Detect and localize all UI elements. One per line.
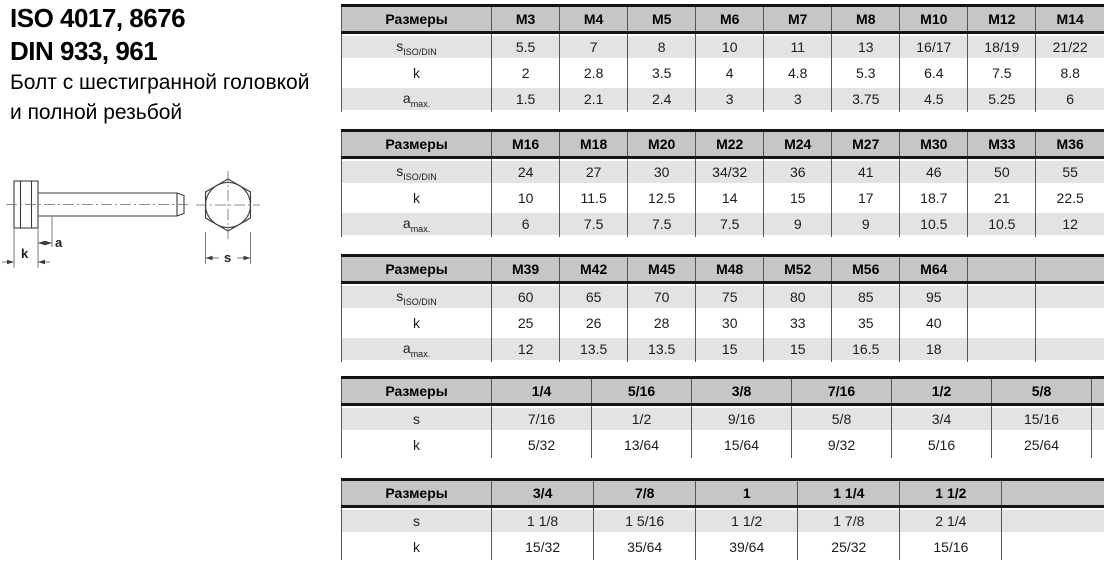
value-cell: 41 — [832, 158, 900, 186]
row-label-subscript: max. — [410, 98, 431, 109]
value-cell: 21/22 — [1036, 33, 1104, 61]
value-cell: 4.8 — [764, 60, 832, 86]
value-cell: 6.4 — [900, 60, 968, 86]
description-line-2: и полной резьбой — [10, 101, 183, 124]
value-cell: 65 — [560, 283, 628, 311]
value-cell: 13.5 — [560, 336, 628, 362]
size-column-header: M4 — [560, 6, 628, 33]
row-label — [342, 336, 492, 362]
row-label-subscript: max. — [410, 223, 431, 234]
value-cell: 2 1/4 — [900, 507, 1002, 535]
value-cell: 2.8 — [560, 60, 628, 86]
row-label — [342, 211, 492, 237]
table-row — [342, 336, 1104, 362]
value-cell: 18/19 — [968, 33, 1036, 61]
size-column-header: M39 — [492, 256, 560, 283]
dimension-table-inch-threequarters-to-oneandhalf — [341, 478, 1104, 560]
value-cell: 15/16 — [992, 405, 1092, 433]
value-cell: 9 — [764, 211, 832, 237]
table-row — [342, 86, 1104, 112]
table-row — [342, 507, 1104, 535]
value-cell: 11 — [764, 33, 832, 61]
value-cell: 22.5 — [1036, 185, 1104, 211]
value-cell: 1 1/2 — [696, 507, 798, 535]
size-column-header: M48 — [696, 256, 764, 283]
dimension-table-metric-m39-m64 — [341, 254, 1104, 362]
value-cell: 35/64 — [594, 534, 696, 560]
value-cell: 80 — [764, 283, 832, 311]
row-label-symbol: k — [413, 315, 421, 331]
value-cell: 1 1/8 — [492, 507, 594, 535]
value-cell: 55 — [1036, 158, 1104, 186]
value-cell: 1 5/16 — [594, 507, 696, 535]
value-cell: 16/17 — [900, 33, 968, 61]
value-cell: 15 — [764, 185, 832, 211]
standard-iso-title: ISO 4017, 8676 — [10, 3, 186, 33]
value-cell — [1036, 336, 1104, 362]
value-cell: 6 — [492, 211, 560, 237]
size-column-header: M30 — [900, 131, 968, 158]
row-label — [342, 158, 492, 186]
value-cell: 10 — [492, 185, 560, 211]
row-label — [342, 310, 492, 336]
value-cell: 5.25 — [968, 86, 1036, 112]
value-cell: 12 — [492, 336, 560, 362]
value-cell: 1.5 — [492, 86, 560, 112]
value-cell: 95 — [900, 283, 968, 311]
table-header-row — [342, 480, 1104, 507]
value-cell — [968, 310, 1036, 336]
value-cell: 14 — [696, 185, 764, 211]
size-column-header: 1 1/2 — [900, 480, 1002, 507]
size-column-header: 1 1/4 — [798, 480, 900, 507]
value-cell: 13/64 — [592, 432, 692, 458]
row-label-symbol: s — [413, 513, 421, 529]
value-cell: 4.5 — [900, 86, 968, 112]
row-label-subscript: ISO/DIN — [403, 46, 437, 57]
value-cell: 7/16 — [492, 405, 592, 433]
value-cell: 15/64 — [692, 432, 792, 458]
size-column-header: 7/8 — [594, 480, 696, 507]
value-cell: 2.1 — [560, 86, 628, 112]
size-column-header: M45 — [628, 256, 696, 283]
value-cell: 17 — [832, 185, 900, 211]
value-cell: 15 — [764, 336, 832, 362]
value-cell: 7.5 — [628, 211, 696, 237]
size-column-header: 3/4 — [492, 480, 594, 507]
value-cell: 3.5 — [628, 60, 696, 86]
value-cell: 10.5 — [968, 211, 1036, 237]
size-column-header: M42 — [560, 256, 628, 283]
value-cell: 7.5 — [560, 211, 628, 237]
size-column-header: 1/2 — [892, 378, 992, 405]
row-label-symbol: a — [402, 339, 411, 356]
size-column-header: M22 — [696, 131, 764, 158]
size-column-header: M16 — [492, 131, 560, 158]
value-cell: 5/8 — [792, 405, 892, 433]
size-column-header: 1 — [696, 480, 798, 507]
row-label — [342, 60, 492, 86]
size-column-header: M6 — [696, 6, 764, 33]
table-header-label: Размеры — [342, 6, 492, 33]
value-cell: 70 — [628, 283, 696, 311]
value-cell: 24 — [492, 158, 560, 186]
value-cell: 26 — [560, 310, 628, 336]
value-cell: 10.5 — [900, 211, 968, 237]
value-cell: 12.5 — [628, 185, 696, 211]
size-column-header: M56 — [832, 256, 900, 283]
value-cell — [1092, 405, 1104, 433]
size-column-header: M7 — [764, 6, 832, 33]
row-label-symbol: k — [413, 190, 421, 206]
size-column-header: 1/4 — [492, 378, 592, 405]
bolt-technical-drawing — [0, 158, 290, 308]
value-cell — [1002, 507, 1104, 535]
size-column-header — [1036, 256, 1104, 283]
value-cell: 25/32 — [798, 534, 900, 560]
row-label-subscript: ISO/DIN — [403, 296, 437, 307]
value-cell: 30 — [628, 158, 696, 186]
value-cell: 7.5 — [968, 60, 1036, 86]
row-label — [342, 283, 492, 311]
size-column-header: 5/16 — [592, 378, 692, 405]
size-column-header: 3/8 — [692, 378, 792, 405]
dimension-s-label: s — [224, 250, 232, 265]
size-column-header — [1092, 378, 1104, 405]
value-cell: 4 — [696, 60, 764, 86]
value-cell: 8.8 — [1036, 60, 1104, 86]
standard-din-title: DIN 933, 961 — [10, 36, 158, 66]
value-cell: 25/64 — [992, 432, 1092, 458]
value-cell: 15 — [696, 336, 764, 362]
value-cell: 75 — [696, 283, 764, 311]
title-block — [10, 2, 309, 128]
size-column-header: M14 — [1036, 6, 1104, 33]
row-label-subscript: ISO/DIN — [403, 171, 437, 182]
dimension-k-label: k — [21, 246, 29, 261]
value-cell: 18 — [900, 336, 968, 362]
table-header-row — [342, 378, 1104, 405]
row-label-symbol: s — [396, 287, 404, 304]
value-cell: 36 — [764, 158, 832, 186]
value-cell — [1036, 310, 1104, 336]
size-column-header: M52 — [764, 256, 832, 283]
size-column-header: M33 — [968, 131, 1036, 158]
dimension-a-label: a — [55, 235, 63, 250]
table-header-row — [342, 131, 1104, 158]
dimension-table-metric-m16-m36 — [341, 129, 1104, 237]
row-label-symbol: k — [413, 539, 421, 555]
value-cell: 39/64 — [696, 534, 798, 560]
size-column-header: M18 — [560, 131, 628, 158]
value-cell: 40 — [900, 310, 968, 336]
size-column-header: 7/16 — [792, 378, 892, 405]
value-cell: 9 — [832, 211, 900, 237]
value-cell: 6 — [1036, 86, 1104, 112]
value-cell: 33 — [764, 310, 832, 336]
row-label — [342, 405, 492, 433]
value-cell: 50 — [968, 158, 1036, 186]
table-row — [342, 33, 1104, 61]
value-cell: 21 — [968, 185, 1036, 211]
value-cell — [1036, 283, 1104, 311]
table-row — [342, 405, 1104, 433]
table-header-label: Размеры — [342, 378, 492, 405]
value-cell: 5/32 — [492, 432, 592, 458]
table-row — [342, 211, 1104, 237]
table-header-label: Размеры — [342, 480, 492, 507]
value-cell: 3/4 — [892, 405, 992, 433]
table-header-label: Размеры — [342, 131, 492, 158]
size-column-header: M3 — [492, 6, 560, 33]
value-cell: 13.5 — [628, 336, 696, 362]
value-cell: 8 — [628, 33, 696, 61]
table-row — [342, 534, 1104, 560]
value-cell: 15/16 — [900, 534, 1002, 560]
table-row — [342, 158, 1104, 186]
value-cell: 5.5 — [492, 33, 560, 61]
row-label-symbol: k — [413, 437, 420, 453]
value-cell: 2.4 — [628, 86, 696, 112]
row-label-symbol: a — [402, 89, 411, 106]
table-row — [342, 283, 1104, 311]
row-label-subscript: max. — [410, 348, 431, 359]
row-label — [342, 534, 492, 560]
description-line-1: Болт с шестигранной головкой — [10, 71, 310, 94]
size-column-header: M20 — [628, 131, 696, 158]
value-cell: 1/2 — [592, 405, 692, 433]
row-label-symbol: a — [402, 214, 411, 231]
size-column-header: M64 — [900, 256, 968, 283]
value-cell: 28 — [628, 310, 696, 336]
table-row — [342, 185, 1104, 211]
value-cell: 60 — [492, 283, 560, 311]
size-column-header: M5 — [628, 6, 696, 33]
dimension-table-inch-quarter-to-fiveeighths — [341, 376, 1104, 458]
value-cell: 10 — [696, 33, 764, 61]
value-cell — [968, 336, 1036, 362]
row-label-symbol: s — [396, 37, 404, 54]
value-cell: 16.5 — [832, 336, 900, 362]
row-label — [342, 33, 492, 61]
value-cell: 34/32 — [696, 158, 764, 186]
size-column-header: M8 — [832, 6, 900, 33]
table-row — [342, 432, 1104, 458]
value-cell: 15/32 — [492, 534, 594, 560]
table-header-row — [342, 256, 1104, 283]
value-cell — [968, 283, 1036, 311]
size-column-header: M36 — [1036, 131, 1104, 158]
value-cell: 7 — [560, 33, 628, 61]
size-column-header — [1002, 480, 1104, 507]
size-column-header: M24 — [764, 131, 832, 158]
value-cell: 85 — [832, 283, 900, 311]
row-label-symbol: k — [413, 65, 421, 81]
table-row — [342, 310, 1104, 336]
value-cell: 30 — [696, 310, 764, 336]
value-cell: 1 7/8 — [798, 507, 900, 535]
value-cell: 46 — [900, 158, 968, 186]
value-cell: 3 — [696, 86, 764, 112]
dimension-table-metric-m3-m14 — [341, 4, 1104, 112]
value-cell: 25 — [492, 310, 560, 336]
value-cell: 18.7 — [900, 185, 968, 211]
table-header-row — [342, 6, 1104, 33]
size-column-header: M27 — [832, 131, 900, 158]
value-cell: 2 — [492, 60, 560, 86]
value-cell: 12 — [1036, 211, 1104, 237]
size-column-header: 5/8 — [992, 378, 1092, 405]
table-row — [342, 60, 1104, 86]
value-cell — [1002, 534, 1104, 560]
row-label — [342, 507, 492, 535]
table-header-label: Размеры — [342, 256, 492, 283]
size-column-header: M10 — [900, 6, 968, 33]
value-cell: 5.3 — [832, 60, 900, 86]
size-column-header — [968, 256, 1036, 283]
value-cell: 7.5 — [696, 211, 764, 237]
value-cell — [1092, 432, 1104, 458]
value-cell: 27 — [560, 158, 628, 186]
value-cell: 11.5 — [560, 185, 628, 211]
value-cell: 5/16 — [892, 432, 992, 458]
value-cell: 3 — [764, 86, 832, 112]
row-label — [342, 86, 492, 112]
row-label-symbol: s — [413, 411, 420, 427]
size-column-header: M12 — [968, 6, 1036, 33]
value-cell: 13 — [832, 33, 900, 61]
value-cell: 35 — [832, 310, 900, 336]
value-cell: 9/32 — [792, 432, 892, 458]
row-label — [342, 432, 492, 458]
value-cell: 3.75 — [832, 86, 900, 112]
value-cell: 9/16 — [692, 405, 792, 433]
row-label — [342, 185, 492, 211]
row-label-symbol: s — [396, 162, 404, 179]
